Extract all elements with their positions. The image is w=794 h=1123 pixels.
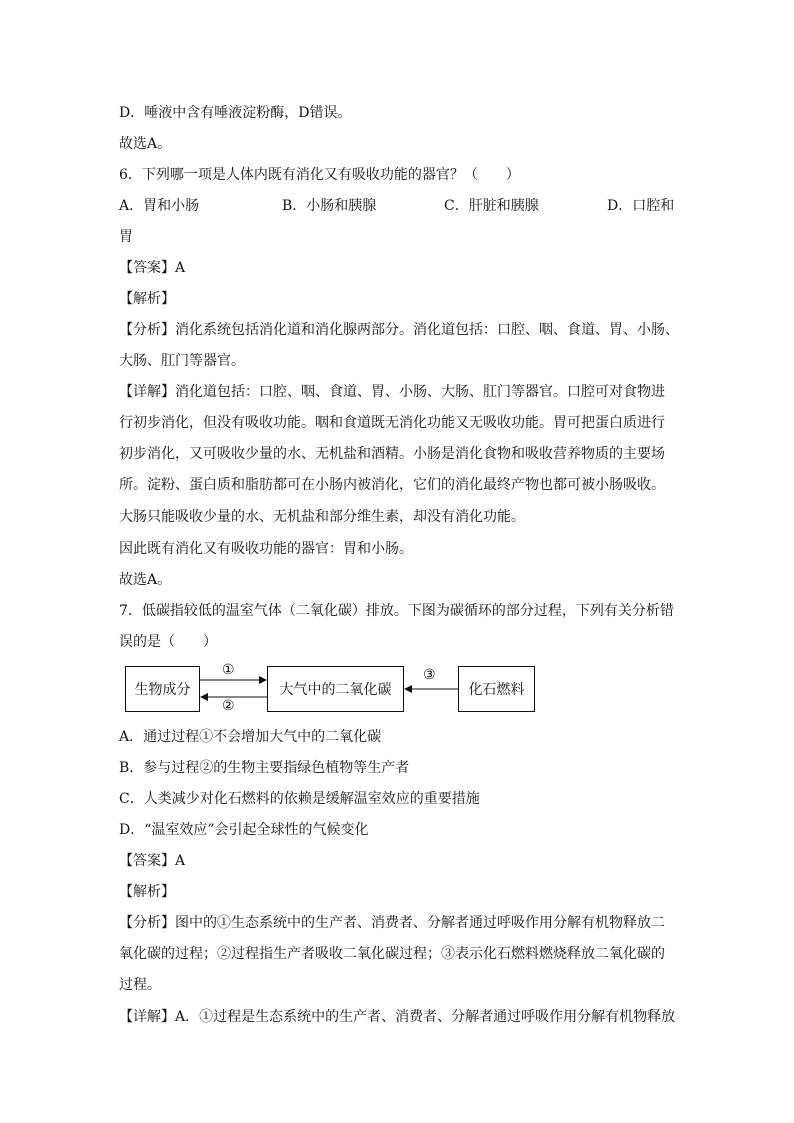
question-7-line-1: 7．低碳指较低的温室气体（二氧化碳）排放。下图为碳循环的部分过程，下列有关分析错	[119, 603, 674, 619]
xiangjie-6-line-1: 【详解】消化道包括：口腔、咽、食道、胃、小肠、大肠、肛门等器官。口腔可对食物进	[119, 384, 665, 400]
label-process-3: ③	[423, 667, 436, 683]
question-7-line-2: 误的是（ ）	[119, 634, 217, 650]
q6-option-d: D．口腔和	[607, 198, 675, 214]
xiangjie-6-line-5: 大肠只能吸收少量的水、无机盐和部分维生素，却没有消化功能。	[119, 509, 525, 525]
xiangjie-6-line-6: 因此既有消化又有吸收功能的器官：胃和小肠。	[119, 541, 413, 557]
box-atmospheric-co2: 大气中的二氧化碳	[267, 666, 404, 712]
xiangjie-6-line-3: 初步消化，又可吸收少量的水、无机盐和酒精。小肠是消化食物和吸收营养物质的主要场	[119, 446, 665, 462]
answer-7: 【答案】A	[119, 853, 186, 869]
label-process-1: ①	[222, 662, 235, 678]
q7-option-b: B．参与过程②的生物主要指绿色植物等生产者	[119, 760, 410, 776]
question-6: 6．下列哪一项是人体内既有消化又有吸收功能的器官？（ ）	[119, 167, 520, 183]
fenxi-7-line-3: 过程。	[119, 977, 161, 993]
choose-line-2: 故选A。	[119, 572, 172, 588]
d-prev-line: D．唾液中含有唾液淀粉酶，D错误。	[119, 105, 352, 121]
q6-option-b: B．小肠和胰腺	[282, 198, 377, 214]
q6-option-a: A．胃和小肠	[119, 198, 200, 214]
q6-option-d-cont: 胃	[119, 229, 133, 245]
xiangjie-6-line-2: 行初步消化，但没有吸收功能。咽和食道既无消化功能又无吸收功能。胃可把蛋白质进行	[119, 415, 665, 431]
fenxi-7-line-1: 【分析】图中的①生态系统中的生产者、消费者、分解者通过呼吸作用分解有机物释放二	[119, 915, 665, 931]
choose-line-1: 故选A。	[119, 136, 172, 152]
fenxi-6-line-1: 【分析】消化系统包括消化道和消化腺两部分。消化道包括：口腔、咽、食道、胃、小肠、	[119, 322, 679, 338]
xiangjie-7-line-1: 【详解】A．①过程是生态系统中的生产者、消费者、分解者通过呼吸作用分解有机物释放	[119, 1009, 676, 1025]
analysis-6-heading: 【解析】	[119, 291, 175, 307]
analysis-7-heading: 【解析】	[119, 884, 175, 900]
fenxi-7-line-2: 氧化碳的过程；②过程指生产者吸收二氧化碳过程；③表示化石燃料燃烧释放二氧化碳的	[119, 946, 665, 962]
fenxi-6-line-2: 大肠、肛门等器官。	[119, 353, 245, 369]
q7-option-a: A．通过过程①不会增加大气中的二氧化碳	[119, 729, 382, 745]
label-process-2: ②	[222, 698, 235, 714]
q7-option-c: C．人类减少对化石燃料的依赖是缓解温室效应的重要措施	[119, 791, 480, 807]
box-fossil-fuel: 化石燃料	[458, 666, 535, 712]
box-biological-component: 生物成分	[125, 666, 200, 712]
answer-6: 【答案】A	[119, 260, 186, 276]
xiangjie-6-line-4: 所。淀粉、蛋白质和脂肪都可在小肠内被消化，它们的消化最终产物也都可被小肠吸收。	[119, 477, 665, 493]
q7-option-d: D．“温室效应”会引起全球性的气候变化	[119, 822, 369, 838]
q6-option-c: C．肝脏和胰腺	[444, 198, 539, 214]
